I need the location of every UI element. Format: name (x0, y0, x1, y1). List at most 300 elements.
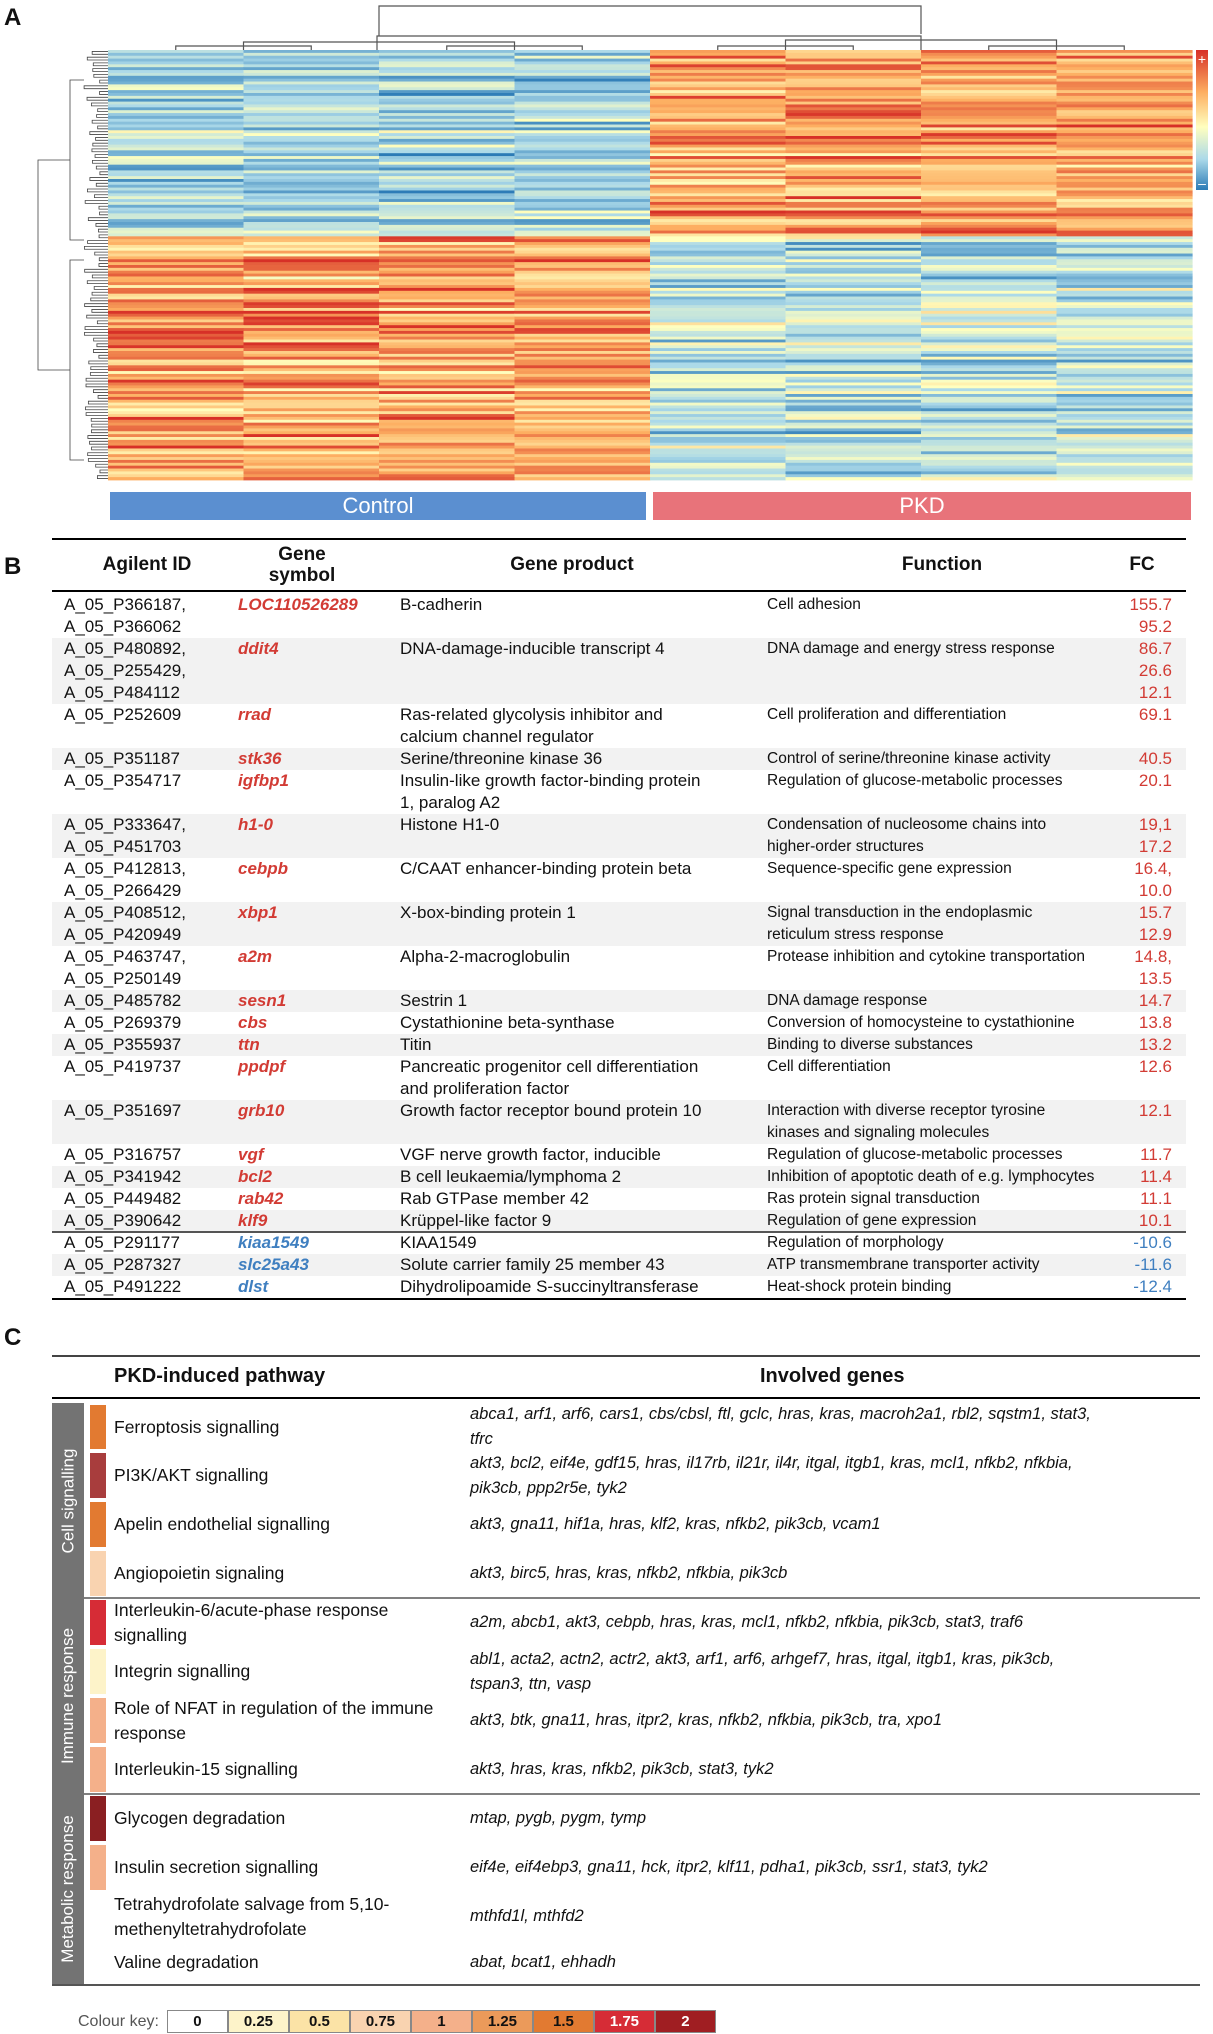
heatmap-cell (108, 317, 244, 320)
pathway-name: Angiopoietin signaling (114, 1563, 285, 1583)
heatmap-cell (650, 294, 786, 297)
table-row (52, 1276, 1186, 1298)
heatmap-cell (921, 288, 1057, 291)
row-dendrogram-branch (93, 143, 108, 146)
heatmap-cell (244, 437, 380, 440)
heatmap-cell (921, 319, 1057, 322)
heatmap-cell (108, 331, 244, 334)
heatmap-cell (379, 87, 515, 90)
heatmap-cell (515, 64, 651, 67)
heatmap-cell (1057, 420, 1193, 423)
heatmap-cell (1057, 380, 1193, 383)
heatmap-cell (921, 76, 1057, 79)
heatmap-cell (1057, 371, 1193, 374)
heatmap-cell (1057, 477, 1193, 480)
heatmap-cell (921, 173, 1057, 176)
heatmap-cell (786, 251, 922, 254)
heatmap-cell (379, 107, 515, 110)
heatmap-cell (1057, 268, 1193, 271)
heatmap-cell (515, 110, 651, 113)
heatmap-cell (244, 96, 380, 99)
heatmap-cell (921, 259, 1057, 262)
heatmap-cell (515, 53, 651, 56)
heatmap-cell (108, 340, 244, 343)
heatmap-cell (786, 271, 922, 274)
header-gene-product: Gene product (510, 554, 634, 575)
heatmap-cell (921, 145, 1057, 148)
heatmap-cell (108, 127, 244, 130)
significance-swatch (90, 1894, 106, 1939)
heatmap-cell (244, 84, 380, 87)
heatmap-cell (108, 466, 244, 469)
heatmap-cell (786, 156, 922, 159)
heatmap-cell (921, 394, 1057, 397)
heatmap-cell (244, 348, 380, 351)
panel-c-letter: C (4, 1324, 22, 1351)
gene-function: Sequence-specific gene expression (767, 860, 1012, 877)
heatmap-cell (1057, 463, 1193, 466)
pathway-name: Glycogen degradation (114, 1808, 286, 1828)
heatmap-cell (786, 139, 922, 142)
heatmap-cell (515, 362, 651, 365)
heatmap-cell (650, 53, 786, 56)
heatmap-cell (1057, 457, 1193, 460)
row-dendrogram-branch (90, 178, 108, 181)
row-dendrogram-branch (87, 97, 108, 100)
pathway-row (52, 1500, 1200, 1549)
column-dendrogram (176, 6, 1125, 50)
heatmap-cell (244, 190, 380, 193)
heatmap-cell (244, 53, 380, 56)
heatmap-cell (921, 70, 1057, 73)
heatmap-cell (108, 400, 244, 403)
heatmap-cell (515, 317, 651, 320)
row-dendrogram-branch (85, 304, 108, 307)
heatmap-cell (786, 202, 922, 205)
pathway-row (52, 1451, 1200, 1500)
heatmap-cell (650, 173, 786, 176)
heatmap-cell (108, 365, 244, 368)
heatmap-cell (786, 53, 922, 56)
heatmap-cell (650, 322, 786, 325)
heatmap-cell (921, 262, 1057, 265)
gene-product: Ras-related glycolysis inhibitor and calcium channel regulator (400, 705, 663, 746)
heatmap-cell (244, 299, 380, 302)
heatmap-cell (515, 147, 651, 150)
heatmap-cell (515, 334, 651, 337)
heatmap-cell (379, 400, 515, 403)
heatmap-cell (650, 102, 786, 105)
heatmap-cell (379, 262, 515, 265)
heatmap-cell (921, 190, 1057, 193)
heatmap-cell (379, 265, 515, 268)
heatmap-cell (244, 231, 380, 234)
heatmap-cell (1057, 251, 1193, 254)
heatmap-cell (379, 136, 515, 139)
heatmap-cell (650, 319, 786, 322)
heatmap-cell (515, 368, 651, 371)
heatmap-cell (921, 248, 1057, 251)
heatmap-cell (921, 322, 1057, 325)
heatmap-cell (244, 185, 380, 188)
heatmap-cell (786, 276, 922, 279)
heatmap-cell (1057, 82, 1193, 85)
heatmap-cell (515, 139, 651, 142)
heatmap-cell (786, 228, 922, 231)
row-dendrogram-branch (98, 229, 108, 232)
heatmap-cell (1057, 119, 1193, 122)
heatmap-cell (786, 102, 922, 105)
heatmap-cell (244, 357, 380, 360)
heatmap-cell (244, 308, 380, 311)
heatmap-cell (379, 193, 515, 196)
heatmap-cell (921, 271, 1057, 274)
heatmap-cell (515, 219, 651, 222)
heatmap-cell (921, 102, 1057, 105)
agilent-id: A_05_P390642 (64, 1211, 182, 1230)
heatmap-cell (244, 211, 380, 214)
heatmap-cell (921, 294, 1057, 297)
heatmap-cell (921, 454, 1057, 457)
heatmap-cell (108, 471, 244, 474)
heatmap-cell (379, 334, 515, 337)
heatmap-cell (921, 302, 1057, 305)
heatmap-cell (786, 331, 922, 334)
heatmap-cell (1057, 145, 1193, 148)
heatmap-cell (244, 150, 380, 153)
row-dendrogram-branch (97, 115, 108, 118)
heatmap-cell (108, 190, 244, 193)
heatmap-cell (515, 477, 651, 480)
heatmap-cell (379, 383, 515, 386)
row-dendrogram-branch (96, 137, 108, 140)
heatmap-cell (786, 70, 922, 73)
heatmap-cell (650, 225, 786, 228)
heatmap-cell (786, 362, 922, 365)
heatmap-cell (1057, 319, 1193, 322)
heatmap-cell (1057, 122, 1193, 125)
heatmap-cell (515, 213, 651, 216)
heatmap-cell (515, 431, 651, 434)
heatmap-cell (244, 216, 380, 219)
heatmap-cell (379, 222, 515, 225)
heatmap-cell (650, 236, 786, 239)
heatmap-cell (1057, 345, 1193, 348)
gene-symbol: xbp1 (238, 903, 278, 922)
heatmap-cell (650, 147, 786, 150)
heatmap-cell (244, 400, 380, 403)
heatmap-cell (650, 248, 786, 251)
involved-genes: akt3, btk, gna11, hras, itpr2, kras, nfkb2, nfkbia, pik3cb, tra, xpo1 (470, 1711, 943, 1729)
heatmap-cell (650, 99, 786, 102)
heatmap-cell (379, 76, 515, 79)
heatmap-cell (786, 239, 922, 242)
heatmap-cell (515, 282, 651, 285)
heatmap-cell (921, 104, 1057, 107)
gene-symbol: ppdpf (238, 1057, 286, 1076)
category-separator (84, 1597, 1200, 1599)
gene-function: Interaction with diverse receptor tyrosine kinases and signaling molecules (767, 1102, 1046, 1141)
heatmap-cell (244, 405, 380, 408)
heatmap-cell (786, 208, 922, 211)
heatmap-cell (650, 159, 786, 162)
heatmap-cell (108, 271, 244, 274)
heatmap-cell (379, 279, 515, 282)
header-fc: FC (1129, 554, 1155, 575)
heatmap-cell (379, 457, 515, 460)
heatmap-cell (1057, 391, 1193, 394)
heatmap-cell (379, 73, 515, 76)
heatmap-cell (921, 127, 1057, 130)
heatmap-cell (1057, 162, 1193, 165)
heatmap-cell (650, 417, 786, 420)
heatmap-cell (786, 446, 922, 449)
heatmap-cell (921, 282, 1057, 285)
heatmap-cell (379, 408, 515, 411)
heatmap-cell (786, 311, 922, 314)
heatmap-cell (786, 282, 922, 285)
heatmap-cell (786, 274, 922, 277)
heatmap-cell (650, 371, 786, 374)
heatmap-cell (244, 102, 380, 105)
heatmap-cell (244, 259, 380, 262)
heatmap-cell (650, 288, 786, 291)
heatmap-cell (379, 288, 515, 291)
heatmap-cell (244, 222, 380, 225)
heatmap-cell (1057, 110, 1193, 113)
fold-change: -10.6 (1133, 1233, 1172, 1252)
heatmap-cell (108, 242, 244, 245)
group-bar-pkd (653, 492, 1191, 520)
heatmap-cell (108, 446, 244, 449)
heatmap-cell (108, 233, 244, 236)
heatmap-cell (244, 474, 380, 477)
heatmap-cell (379, 248, 515, 251)
heatmap-cell (379, 403, 515, 406)
heatmap-cell (786, 368, 922, 371)
heatmap-cell (921, 405, 1057, 408)
heatmap-cell (379, 354, 515, 357)
heatmap-cell (1057, 170, 1193, 173)
heatmap-cell (650, 420, 786, 423)
row-dendrogram-branch (93, 350, 108, 353)
heatmap-cell (786, 383, 922, 386)
heatmap-cell (244, 196, 380, 199)
heatmap-cell (108, 463, 244, 466)
heatmap-cell (108, 322, 244, 325)
heatmap-cell (515, 440, 651, 443)
heatmap-cell (921, 156, 1057, 159)
heatmap-cell (108, 305, 244, 308)
heatmap-cell (650, 182, 786, 185)
heatmap-cell (244, 147, 380, 150)
legend-minus: – (1198, 175, 1206, 191)
heatmap-cell (650, 64, 786, 67)
colour-key-cell: 1.5 (533, 2010, 594, 2033)
heatmap-cell (108, 477, 244, 480)
heatmap-cell (921, 305, 1057, 308)
heatmap-cell (921, 84, 1057, 87)
heatmap-cell (515, 294, 651, 297)
heatmap-cell (244, 176, 380, 179)
heatmap-cell (650, 388, 786, 391)
heatmap-cell (515, 297, 651, 300)
heatmap-cell (1057, 362, 1193, 365)
row-dendrogram-branch (88, 241, 108, 244)
header-pathway: PKD-induced pathway (114, 1365, 326, 1387)
heatmap-cell (379, 437, 515, 440)
heatmap-cell (650, 268, 786, 271)
heatmap-cell (244, 107, 380, 110)
heatmap-cell (1057, 265, 1193, 268)
row-dendrogram-branch (92, 120, 108, 123)
heatmap-cell (921, 314, 1057, 317)
heatmap-cell (108, 173, 244, 176)
heatmap-cell (650, 262, 786, 265)
pathway-row (52, 1549, 1200, 1598)
heatmap-cell (921, 377, 1057, 380)
heatmap-cell (108, 285, 244, 288)
heatmap-cell (650, 96, 786, 99)
row-dendrogram-branch (92, 292, 108, 295)
heatmap-cell (921, 176, 1057, 179)
heatmap-cell (244, 368, 380, 371)
table-row (52, 1056, 1186, 1100)
heatmap-cell (921, 477, 1057, 480)
heatmap-cell (786, 374, 922, 377)
heatmap-cell (108, 87, 244, 90)
heatmap-cell (244, 380, 380, 383)
heatmap-cell (1057, 127, 1193, 130)
heatmap-cell (379, 448, 515, 451)
heatmap-cell (108, 334, 244, 337)
heatmap-cell (786, 351, 922, 354)
heatmap-cell (921, 147, 1057, 150)
heatmap-cell (921, 107, 1057, 110)
heatmap-cell (1057, 377, 1193, 380)
heatmap-cell (650, 145, 786, 148)
heatmap-cell (650, 305, 786, 308)
heatmap-cell (379, 231, 515, 234)
heatmap-cell (108, 142, 244, 145)
heatmap-cell (1057, 288, 1193, 291)
heatmap-cell (1057, 383, 1193, 386)
heatmap-cell (1057, 147, 1193, 150)
row-dendrogram-branch (87, 281, 108, 284)
heatmap-cell (786, 127, 922, 130)
heatmap-cell (515, 288, 651, 291)
heatmap-cell (515, 374, 651, 377)
heatmap-cell (1057, 325, 1193, 328)
heatmap-cell (650, 219, 786, 222)
heatmap-cell (379, 168, 515, 171)
heatmap-cell (921, 139, 1057, 142)
agilent-id: A_05_P316757 (64, 1145, 182, 1164)
heatmap-cell (108, 383, 244, 386)
heatmap-cell (921, 357, 1057, 360)
heatmap-cell (379, 411, 515, 414)
heatmap-cell (244, 340, 380, 343)
heatmap-cell (379, 414, 515, 417)
heatmap-cell (650, 130, 786, 133)
row-dendrogram-branch (100, 92, 108, 95)
involved-genes: akt3, birc5, hras, kras, nfkb2, nfkbia, pik3cb (470, 1564, 788, 1582)
heatmap-cell (1057, 299, 1193, 302)
heatmap-cell (379, 282, 515, 285)
heatmap-cell (379, 362, 515, 365)
heatmap-cell (786, 354, 922, 357)
heatmap-cell (1057, 388, 1193, 391)
heatmap-cell (650, 408, 786, 411)
heatmap-cell (786, 469, 922, 472)
heatmap-cell (921, 400, 1057, 403)
heatmap-cell (108, 357, 244, 360)
heatmap-cell (108, 64, 244, 67)
heatmap-cell (1057, 279, 1193, 282)
heatmap-cell (786, 173, 922, 176)
gene-function: Signal transduction in the endoplasmic reticulum stress response (767, 904, 1033, 943)
gene-symbol: igfbp1 (238, 771, 289, 790)
heatmap-cell (108, 299, 244, 302)
heatmap-cell (650, 61, 786, 64)
gene-function: ATP transmembrane transporter activity (767, 1256, 1040, 1273)
heatmap-cell (1057, 53, 1193, 56)
heatmap-cell (244, 213, 380, 216)
heatmap-cell (108, 251, 244, 254)
heatmap-cell (108, 411, 244, 414)
heatmap-cell (108, 448, 244, 451)
heatmap-cell (786, 454, 922, 457)
heatmap-cell (786, 471, 922, 474)
heatmap-cell (786, 225, 922, 228)
heatmap-cell (786, 265, 922, 268)
agilent-id: A_05_P341942 (64, 1167, 182, 1186)
heatmap-cell (921, 397, 1057, 400)
heatmap-cell (244, 116, 380, 119)
heatmap-cell (108, 99, 244, 102)
agilent-id: A_05_P408512, A_05_P420949 (64, 903, 186, 944)
heatmap-cell (244, 64, 380, 67)
heatmap-cell (1057, 428, 1193, 431)
heatmap-cell (244, 233, 380, 236)
heatmap-cell (244, 431, 380, 434)
heatmap-cell (244, 73, 380, 76)
table-row (52, 1232, 1186, 1254)
heatmap-cell (786, 59, 922, 62)
table-row (52, 858, 1186, 902)
gene-product: Solute carrier family 25 member 43 (400, 1255, 665, 1274)
heatmap-cell (379, 245, 515, 248)
heatmap-cell (244, 99, 380, 102)
heatmap-cell (379, 185, 515, 188)
heatmap-cell (379, 122, 515, 125)
heatmap-cell (921, 451, 1057, 454)
heatmap-cell (379, 176, 515, 179)
heatmap-cell (379, 443, 515, 446)
heatmap-cell (379, 84, 515, 87)
agilent-id: A_05_P491222 (64, 1277, 182, 1296)
gene-product: DNA-damage-inducible transcript 4 (400, 639, 665, 658)
heatmap-cell (1057, 76, 1193, 79)
heatmap-cell (921, 448, 1057, 451)
heatmap-cell (921, 228, 1057, 231)
row-dendrogram-branch (85, 407, 108, 410)
heatmap-cell (244, 460, 380, 463)
heatmap-cell (921, 193, 1057, 196)
heatmap-cell (650, 153, 786, 156)
heatmap-cell (379, 59, 515, 62)
heatmap-cell (244, 162, 380, 165)
